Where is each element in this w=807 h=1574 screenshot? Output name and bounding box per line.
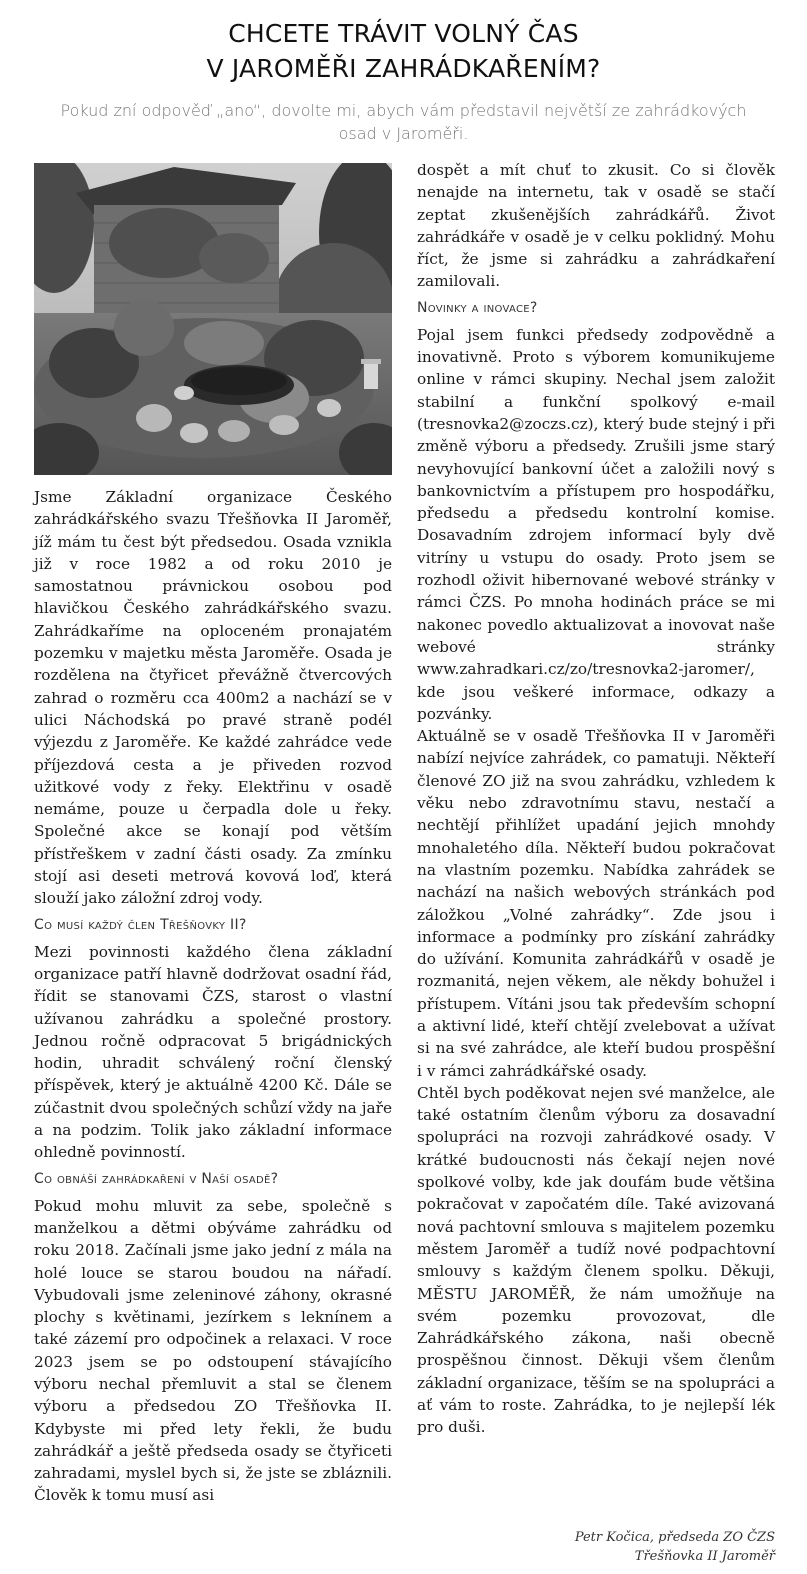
title-line-1: CHCETE TRÁVIT VOLNÝ ČAS [228, 19, 579, 48]
right-column [417, 159, 775, 1439]
signature-line-1: Petr Kočica, předseda ZO ČZS [574, 1530, 775, 1545]
section-heading-news: Novinky a inovace? [417, 299, 538, 316]
thanks-paragraph: Chtěl bych poděkovat nejen své manželce, ale také ostatním členům výboru za dosavadní spolupráci na rozvoji zahrádkové osady. V krátké budoucnosti nás čekají nejen nové spolkové volby, kde jak doufám bude většina pokračovat v započatém díle. Také avizovaná nová pachtovní smlouva s majitelem pozemku městem Jaroměř a tudíž nové podpachtovní smlouvy s každým členem spolku. Děkuji, MĚSTU JAROMĚŘ, že nám umožňuje na svém pozemku provozovat, dle Zahrádkářského zákona, naši obecně prospěšnou činnost. Děkuji všem členům základní organizace, těším se na spolupráci a ať vám to roste. Zahrádka, to je nejlepší lék pro duši. [417, 1083, 775, 1437]
signature-line-2: Třešňovka II Jaroměř [634, 1549, 775, 1564]
section-heading-gardening: Co obnáší zahrádkaření v Naší osadě? [34, 1170, 279, 1187]
available-gardens-paragraph: Aktuálně se v osadě Třešňovka II v Jaroměři nabízí nejvíce zahrádek, co pamatuji. Někteří členové ZO již na svou zahrádku, vzhledem k věku nebo zdravotnímu stavu, nestačí a nechtějí přihlížet upadání jejich mnohdy mnohaletého díla. Někteří budou pokračovat na vlastním pozemku. Nabídka zahrádek se nachází na našich webových stránkách pod záložkou „Volné zahrádky“. Zde jsou i informace a podmínky pro získání zahrádky do užívání. Komunita zahrádkářů v osadě je rozmanitá, nejen věkem, ale někdy bohužel i přístupem. Vítáni jsou tak především schopní a aktivní lidé, kteří chtějí zvelebovat a užívat si na své zahrádce, ale kteří budou prospěšní i v rámci zahrádkářské osady. [417, 727, 775, 1080]
author-signature [575, 1528, 775, 1566]
article-subtitle: Pokud zní odpověď „ano“, dovolte mi, abych vám představil největší ze zahrádkových osad v Jaroměři. [60, 101, 747, 143]
news-paragraph: Pojal jsem funkci předsedy zodpovědně a inovativně. Proto s výborem komunikujeme online v rámci skupiny. Nechal jsem založit stabilní a funkční spolkový e-mail (tresnovka2@zoczs.cz), který bude stejný i při změně výboru a předsedy. Zrušili jsme starý nevyhovující bankovní účet a založili nový s bankovnictvím a přístupem pro hospodářku, předsedu a předsedu kontrolní komise. Dosavadním zdrojem informací byly dvě vitríny u vstupu do osady. Proto jsem se rozhodl oživit hibernované webové stránky v rámci ČZS. Po mnoha hodinách práce se mi nakonec povedlo aktualizovat a inovovat naše webové stránky www.zahradkari.cz/zo/tresnovka2-jaromer/, kde jsou veškeré informace, odkazy a pozvánky. [417, 325, 775, 723]
duties-paragraph: Mezi povinnosti každého člena základní organizace patří hlavně dodržovat osadní řád, řídit se stanovami ČZS, starost o vlastní užívanou zahrádku a společné prostory. Jednou ročně odpracovat 5 brigádnických hodin, uhradit schválený roční členský příspěvek, který je aktuálně 4200 Kč. Dále se zúčastnit dvou společných schůzí vždy na jaře a na podzim. Tolik jako základní informace ohledně povinností. [34, 942, 392, 1162]
title-line-2: V JAROMĚŘI ZAHRÁDKAŘENÍM? [206, 54, 601, 83]
intro-paragraph: Jsme Základní organizace Českého zahrádkářského svazu Třešňovka II Jaroměř, jíž mám tu čest být předsedou. Osada vznikla již v roce 1982 a od roku 2010 je samostatnou právnickou osobou pod hlavičkou Českého zahrádkářského svazu. Zahrádkaříme na oploceném pronajatém pozemku v majetku města Jaroměře. Osada je rozdělena na čtyřicet převážně čtvercových zahrad o rozměru cca 400m2 a nachází se v ulici Náchodská po pravé straně podél výjezdu z Jaroměře. Ke každé zahrádce vede příjezdová cesta a je přiveden rozvod užitkové vody z řeky. Elektřinu v osadě nemáme, pouze u čerpadla dole u řeky. Společné akce se konají pod větším přístřeškem v zadní části osady. Za zmínku stojí asi deseti metrová kovová loď, která slouží jako záložní zdroj vody. [34, 488, 392, 908]
article-title [0, 16, 807, 86]
left-column [34, 486, 392, 1507]
continuation-paragraph: dospět a mít chuť to zkusit. Co si člověk nenajde na internetu, tak v osadě se stačí zeptat zkušenějších zahrádkářů. Život zahrádkáře v osadě je v celku poklidný. Mohu říct, že jsme si zahrádku a zahrádkaření zamilovali. [417, 161, 775, 291]
section-heading-duties: Co musí každý člen Třešňovky II? [34, 916, 247, 933]
gardening-paragraph: Pokud mohu mluvit za sebe, společně s manželkou a dětmi obýváme zahrádku od roku 2018. Začínali jsme jako jední z mála na holé louce se starou boudou na nářadí. Vybudovali jsme zeleninové záhony, okrasné plochy s květinami, jezírkem s leknínem a také zázemí pro odpočinek a relaxaci. V roce 2023 jsem se po odstoupení stávajícího výboru nechal přemluvit a stal se členem výboru a předsedou ZO Třešňovka II. Kdybyste mi před lety řekli, že budu zahrádkář a ještě předseda osady se čtyřiceti zahradami, myslel bych si, že jste se zbláznili. Člověk k tomu musí asi [34, 1196, 392, 1505]
garden-photo [34, 163, 392, 475]
